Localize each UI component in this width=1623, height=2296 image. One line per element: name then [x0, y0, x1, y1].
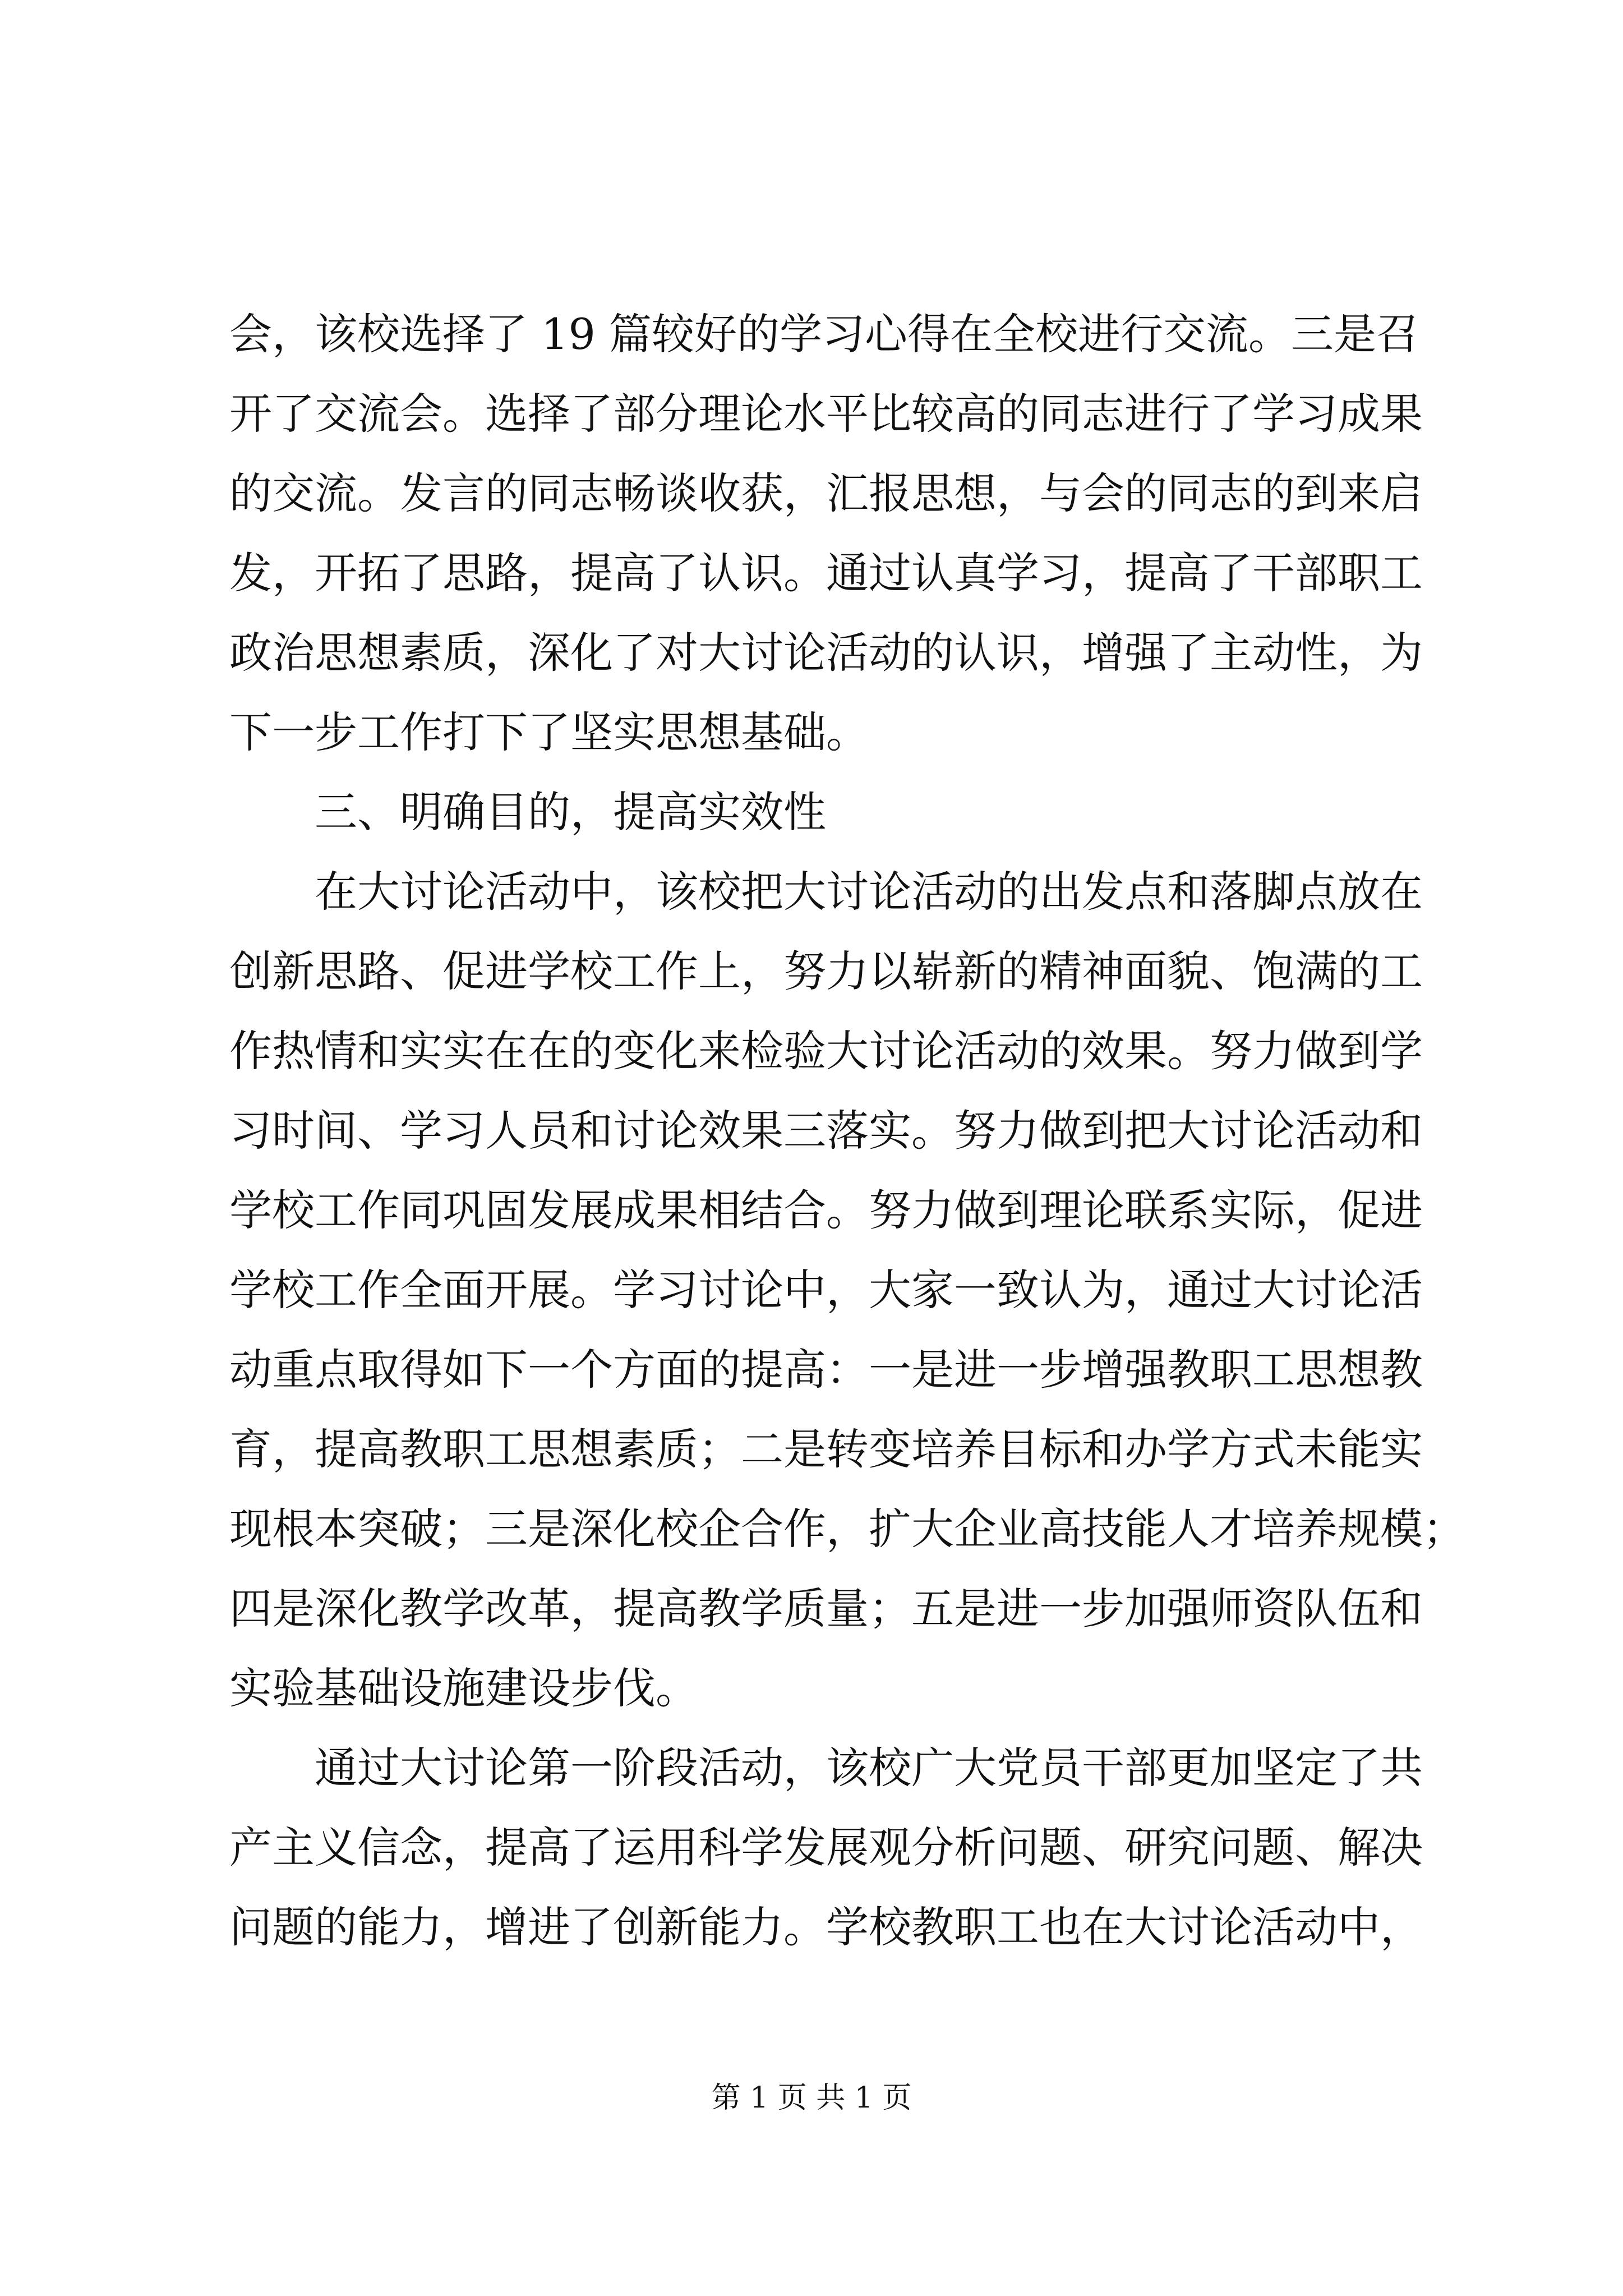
paragraph-line: 会，该校选择了 19 篇较好的学习心得在全校进行交流。三是召 — [229, 309, 1419, 359]
document-body — [229, 295, 1465, 1967]
paragraph-line: 学校工作全面开展。学习讨论中，大家一致认为，通过大讨论活 — [229, 1265, 1423, 1315]
page-number-label: 第 1 页 共 1 页 — [711, 2081, 912, 2115]
paragraph-3 — [229, 1728, 1423, 1967]
paragraph-line: 发，开拓了思路，提高了认识。通过认真学习，提高了干部职工 — [229, 548, 1423, 598]
paragraph-line: 的交流。发言的同志畅谈收获，汇报思想，与会的同志的到来启 — [229, 468, 1423, 518]
paragraph-line: 在大讨论活动中，该校把大讨论活动的出发点和落脚点放在 — [315, 867, 1423, 917]
paragraph-line: 育，提高教职工思想素质；二是转变培养目标和办学方式未能实 — [229, 1424, 1423, 1474]
paragraph-line: 现根本突破；三是深化校企合作，扩大企业高技能人才培养规模； — [229, 1504, 1465, 1554]
paragraph-line: 作热情和实实在在的变化来检验大讨论活动的效果。努力做到学 — [229, 1026, 1423, 1076]
paragraph-line: 动重点取得如下一个方面的提高：一是进一步增强教职工思想教 — [229, 1345, 1423, 1395]
paragraph-1 — [229, 295, 1423, 772]
paragraph-line: 学校工作同巩固发展成果相结合。努力做到理论联系实际，促进 — [229, 1185, 1423, 1235]
paragraph-line: 问题的能力，增进了创新能力。学校教职工也在大讨论活动中， — [229, 1902, 1423, 1952]
paragraph-line: 开了交流会。选择了部分理论水平比较高的同志进行了学习成果 — [229, 389, 1423, 439]
paragraph-line: 下一步工作打下了坚实思想基础。 — [229, 707, 869, 757]
paragraph-line: 习时间、学习人员和讨论效果三落实。努力做到把大讨论活动和 — [229, 1106, 1423, 1156]
paragraph-line: 四是深化教学改革，提高教学质量；五是进一步加强师资队伍和 — [229, 1584, 1423, 1634]
paragraph-line: 产主义信念，提高了运用科学发展观分析问题、研究问题、解决 — [229, 1823, 1423, 1872]
paragraph-line: 实验基础设施建设步伐。 — [229, 1663, 698, 1713]
paragraph-line: 政治思想素质，深化了对大讨论活动的认识，增强了主动性，为 — [229, 628, 1423, 678]
paragraph-line: 创新思路、促进学校工作上，努力以崭新的精神面貌、饱满的工 — [229, 946, 1423, 996]
paragraph-2 — [229, 852, 1465, 1728]
section-heading: 三、明确目的，提高实效性 — [315, 787, 826, 837]
paragraph-line: 通过大讨论第一阶段活动，该校广大党员干部更加坚定了共 — [315, 1743, 1423, 1793]
page-footer — [0, 2078, 1623, 2118]
